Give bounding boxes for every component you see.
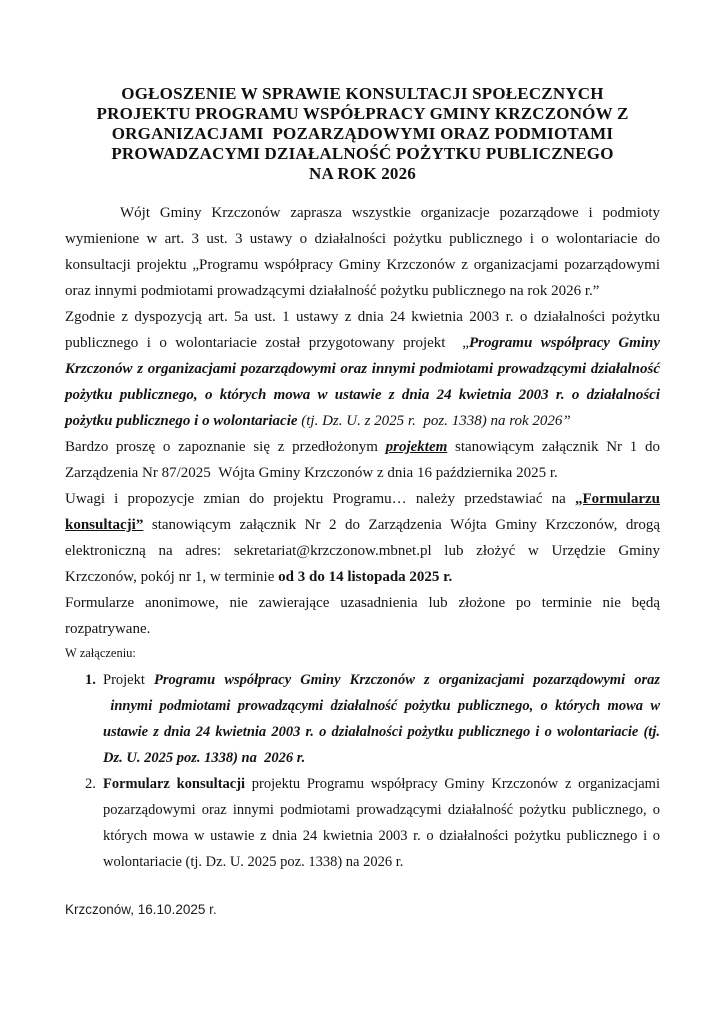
project-link-text: projektem	[385, 439, 448, 455]
place-and-date-line: Krzczonów, 16.10.2025 r.	[65, 902, 217, 917]
attachment-item-1	[65, 667, 660, 771]
paragraph-review-request	[65, 434, 660, 486]
text-run: Formularze anonimowe, nie zawierające uzasadnienia lub złożone po terminie nie będą rozpatrywane.	[65, 595, 660, 637]
paragraph-legal-basis	[65, 304, 660, 434]
legal-reference: (tj. Dz. U. z 2025 r. poz. 1338) na rok 2026”	[297, 413, 571, 429]
paragraph-submission-info	[65, 486, 660, 590]
paragraph-invitation	[65, 200, 660, 304]
attachment-item-2	[65, 771, 660, 875]
text-run: Wójt Gminy Krzczonów zaprasza wszystkie organizacje pozarządowe i podmioty wymienione w art. 3 ust. 3 ustawy o działalności pożytku publicznego i o wolontariacie do konsultacji projektu „Programu współpracy Gminy Krzczonów z organizacjami pozarządowymi oraz innymi podmiotami prowadzącymi działalność pożytku publicznego na rok 2026 r.”	[65, 205, 660, 299]
list-number: 1.	[85, 672, 96, 688]
title-line-2: PROJEKTU PROGRAMU WSPÓŁPRACY GMINY KRZCZONÓW Z	[96, 104, 629, 123]
email-address: sekretariat@krzczonow.mbnet.pl	[233, 543, 432, 559]
title-line-4: PROWADZACYMI DZIAŁALNOŚĆ POŻYTKU PUBLICZNEGO	[111, 144, 614, 163]
text-run: stanowiącym załącznik Nr 1 do Zarządzenia Nr 87/2025 Wójta Gminy Krzczonów z dnia 16 października 2025 r.	[65, 439, 660, 481]
text-run: projektu Programu współpracy Gminy Krzczonów z organizacjami pozarządowymi oraz innymi podmiotami prowadzącymi działalność pożytku publicznego, o których mowa w ustawie z dnia 24 kwietnia 2003 r. o działalności pożytku publicznego i o wolontariacie (tj. Dz. U. 2025 poz. 1338) na 2026 r.	[103, 776, 660, 870]
title-line-5: NA ROK 2026	[308, 164, 417, 183]
text-run: Zgodnie z dyspozycją art. 5a ust. 1 ustawy z dnia 24 kwietnia 2003 r. o działalności pożytku publicznego i o wolontariacie został przygotowany projekt „	[65, 309, 660, 351]
title-line-3: ORGANIZACJAMI POZARZĄDOWYMI ORAZ PODMIOTAMI	[111, 124, 614, 143]
text-run: Projekt	[103, 672, 154, 688]
program-title-emphasis: Programu współpracy Gminy Krzczonów z organizacjami pozarządowymi oraz innymi podmiotami prowadzącymi działalność pożytku publicznego, o których mowa w ustawie z dnia 24 kwietnia 2003 r. o działalności pożytku publicznego i o wolontariacie	[65, 335, 660, 429]
text-run: Bardzo proszę o zapoznanie się z przedłożonym	[65, 439, 386, 455]
form-name-emphasis: Formularz konsultacji	[103, 776, 246, 792]
document-title	[65, 84, 660, 184]
list-number: 2.	[85, 776, 96, 792]
consultation-form-emphasis: „Formularzu konsultacji”	[65, 491, 660, 533]
paragraph-anonymous-note	[65, 590, 660, 642]
text-run: lub złożyć w Urzędzie Gminy Krzczonów, pokój nr 1, w terminie	[65, 543, 661, 585]
text-run: Uwagi i propozycje zmian do projektu Programu… należy przedstawiać na	[65, 491, 576, 507]
attachments-list	[65, 667, 660, 875]
title-line-1: OGŁOSZENIE W SPRAWIE KONSULTACJI SPOŁECZNYCH	[121, 84, 604, 103]
attachment-title-emphasis: Programu współpracy Gminy Krzczonów z organizacjami pozarządowymi oraz innymi podmiotami prowadzącymi działalność pożytku publicznego, o których mowa w ustawie z dnia 24 kwietnia 2003 r. o działalności pożytku publicznego i o wolontariacie (tj. Dz. U. 2025 poz. 1338) na 2026 r.	[103, 672, 660, 766]
deadline-emphasis: od 3 do 14 listopada 2025 r.	[278, 569, 453, 585]
text-run: stanowiącym załącznik Nr 2 do Zarządzenia Wójta Gminy Krzczonów, drogą elektroniczną na adres:	[65, 517, 660, 559]
attachments-label: W załączeniu:	[65, 646, 136, 660]
